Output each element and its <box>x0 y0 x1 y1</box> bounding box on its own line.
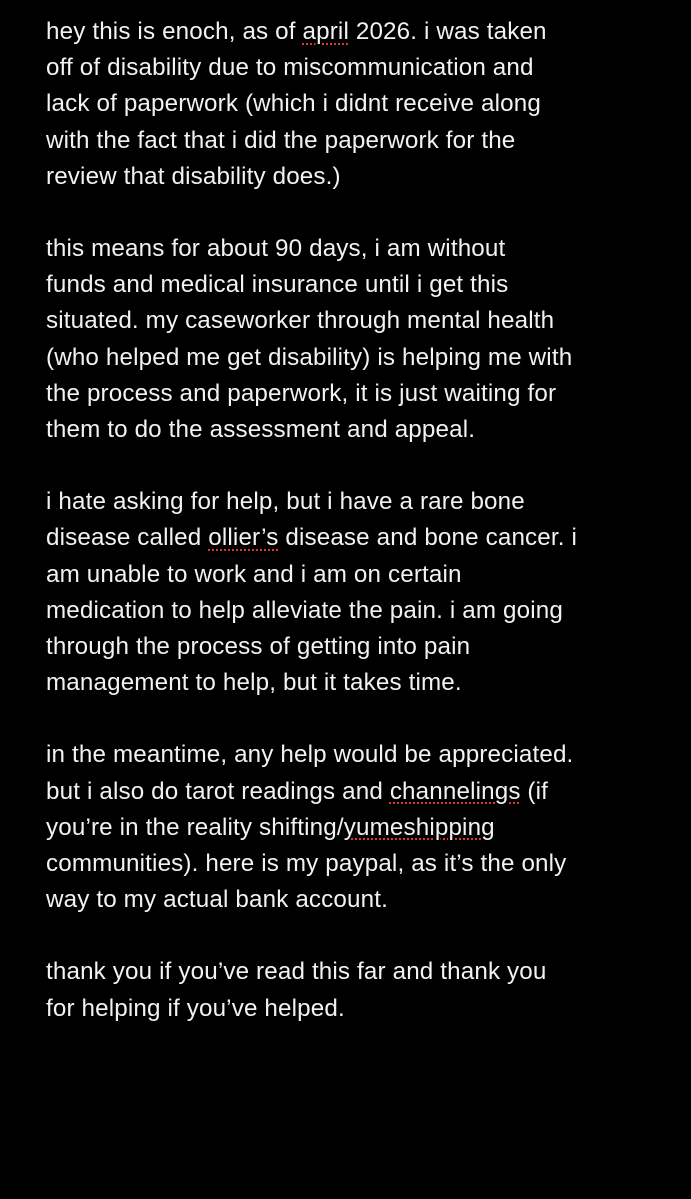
note-line <box>46 50 646 86</box>
text-run: review that disability does.) <box>46 162 341 190</box>
note-line <box>46 303 646 339</box>
note-body[interactable] <box>46 14 646 1063</box>
note-paragraph <box>46 14 646 195</box>
text-run: for helping if you’ve helped. <box>46 994 345 1022</box>
note-paragraph <box>46 231 646 448</box>
note-paragraph <box>46 737 646 918</box>
note-line <box>46 629 646 665</box>
note-line <box>46 267 646 303</box>
text-run: management to help, but it takes time. <box>46 669 462 697</box>
note-line <box>46 14 646 50</box>
note-line <box>46 340 646 376</box>
note-line <box>46 954 646 990</box>
text-run: medication to help alleviate the pain. i am going <box>46 596 563 624</box>
text-run: situated. my caseworker through mental health <box>46 307 555 335</box>
text-run: (who helped me get disability) is helping me with <box>46 343 573 371</box>
note-line <box>46 991 646 1027</box>
text-run: hey this is enoch, as of <box>46 18 303 45</box>
text-run: in the meantime, any help would be appreciated. <box>46 741 574 769</box>
note-line <box>46 882 646 918</box>
note-line <box>46 86 646 122</box>
text-run: funds and medical insurance until i get this <box>46 271 509 299</box>
note-line <box>46 846 646 882</box>
text-run: this means for about 90 days, i am without <box>46 235 506 263</box>
misspelled-word[interactable]: ollier’s <box>208 524 279 552</box>
note-line <box>46 665 646 701</box>
text-run: (if <box>520 777 549 805</box>
text-run: 2026. i was taken <box>348 18 547 45</box>
note-line <box>46 123 646 159</box>
text-run: thank you if you’ve read this far and thank you <box>46 958 547 986</box>
note-line <box>46 159 646 195</box>
note-line <box>46 376 646 412</box>
text-run: i hate asking for help, but i have a rare bone <box>46 488 525 516</box>
text-run: them to do the assessment and appeal. <box>46 416 476 444</box>
text-run: through the process of getting into pain <box>46 633 471 661</box>
misspelled-word[interactable]: yumeshipping <box>343 813 495 841</box>
note-line <box>46 557 646 593</box>
misspelled-word[interactable]: channelings <box>389 777 521 805</box>
note-line <box>46 593 646 629</box>
text-run: but i also do tarot readings and <box>46 777 390 805</box>
text-run: way to my actual bank account. <box>46 886 388 914</box>
text-run: am unable to work and i am on certain <box>46 560 462 588</box>
text-run: communities). here is my paypal, as it’s the only <box>46 850 567 878</box>
note-line <box>46 412 646 448</box>
note-line <box>46 774 646 810</box>
text-run: the process and paperwork, it is just waiting for <box>46 379 557 407</box>
note-line <box>46 484 646 520</box>
text-run: you’re in the reality shifting/ <box>46 813 344 841</box>
note-line <box>46 810 646 846</box>
note-line <box>46 231 646 267</box>
text-run: with the fact that i did the paperwork for the <box>46 126 516 154</box>
note-line <box>46 737 646 773</box>
text-run: off of disability due to miscommunication and <box>46 54 534 82</box>
text-run: lack of paperwork (which i didnt receive along <box>46 90 541 118</box>
misspelled-word[interactable]: april <box>302 18 349 45</box>
note-line <box>46 520 646 556</box>
note-paragraph <box>46 484 646 701</box>
text-run: disease and bone cancer. i <box>278 524 578 552</box>
text-run: disease called <box>46 524 209 552</box>
note-paragraph <box>46 954 646 1026</box>
